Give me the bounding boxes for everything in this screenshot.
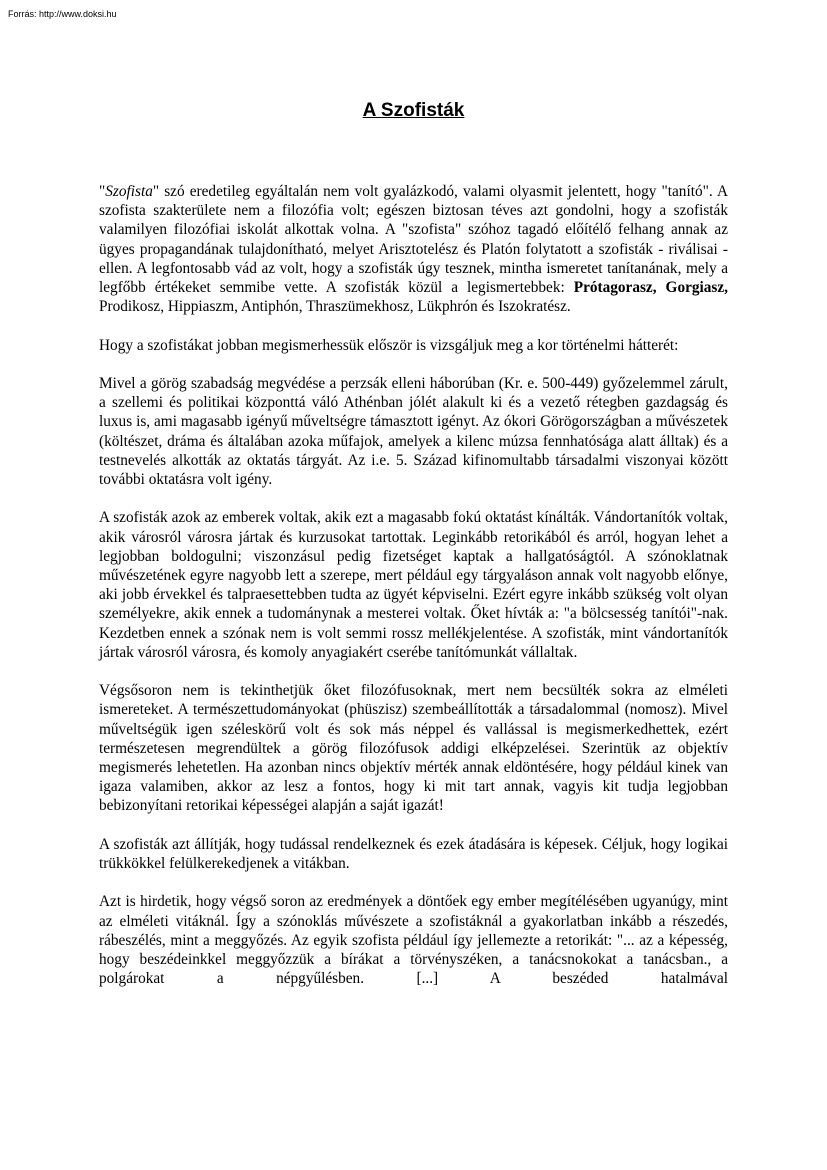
term-szofista: Szofista <box>105 183 153 200</box>
bold-names: Prótagorasz, Gorgiasz, <box>573 279 728 297</box>
page-title: A Szofisták <box>362 100 465 121</box>
intro-text: " szó eredetileg egyáltalán nem volt gyalázkodó, valami olyasmit jelentett, hogy "tanító". A szofista szakterülete nem a filozófia volt; egészen biztosan téves azt gondolni, hogy a szofisták valamilyen filozófiai iskolát alkottak volna. A "szofista" szóhoz tagadó előítélő felhang annak az ügyes propagandának tulajdonítható, melyet Arisztotelész és Platón folytatott a szofisták - riválisai - ellen. A legfontosabb vád az volt, hogy a szofisták úgy tesznek, mintha ismeretet tanítanának, mely a legfőbb értékeket semmibe vette. A szofisták közül a legismertebbek: <box>99 183 728 297</box>
paragraph-history: Mivel a görög szabadság megvédése a perzsák elleni háborúban (Kr. e. 500-449) győzelemmel zárult, a szellemi és politikai központtá váló Athénban jólét alakult ki és a vezető rétegben gazdagság és luxus is, ami magasabb igényű műveltségre támasztott igényt. Az ókori Görögországban a művészetek (költészet, dráma és általában azoka műfajok, amelyek a kilenc múzsa fennhatósága alatt álltak) és a testnevelés alkották az oktatás tárgyát. Az i.e. 5. Század kifinomultabb társadalmi viszonyai között további oktatásra volt igény. <box>99 375 728 489</box>
quote-mark: " <box>99 183 106 200</box>
paragraph-rhetoric: Azt is hirdetik, hogy végső soron az eredmények a döntőek egy ember megítélésében ugyanúgy, mint az elméleti vitáknál. Így a szónoklás művészete a szofistáknál a gyakorlatban inkább a részedés, rábeszélés, mint a meggyőzés. Az egyik szofista például így jellemezte a retorikát: "... az a képesség, hogy beszédeinkkel meggyőzzük a bírákat a törvényszéken, a tanácsnokokat a tanácsban., a polgárokat a népgyűlésben. [...] A beszéded hatalmával <box>99 893 728 988</box>
paragraph-intro <box>99 182 728 316</box>
paragraph-philosophy: Végsősoron nem is tekinthetjük őket filozófusoknak, mert nem becsülték sokra az elméleti ismereteket. A természettudományokat (phüszisz) szembeállították a társadalommal (nomosz). Mivel műveltségük igen széleskörű volt és sok más néppel és vallással is megismerkedhettek, ezért természetesen megrendültek a görög filozófusok addigi elképzelései. Szerintük az objektív megismerés lehetetlen. Ha azonban nincs objektív mérték annak eldöntésére, hogy például kinek van igaza valamiben, akkor az lesz a fontos, hogy ki mit tart annak, vagyis kit tudja legjobban bebizonyítani retorikai képességei alapján a saját igazát! <box>99 682 728 815</box>
paragraph-teachers: A szofisták azok az emberek voltak, akik ezt a magasabb fokú oktatást kínálták. Vándortanítók voltak, akik városról városra jártak és kurzusokat tartottak. Leginkább retorikából és arról, hogyan lehet a legjobban boldogulni; viszonzásul pedig fizetséget kaptak a hallgatóságtól. A szónoklatnak művészetének egyre nagyobb lett a szerepe, mert például egy tárgyaláson annak volt nagyobb előnye, aki jobb érvekkel és talpraesettebben tudta az ügyét képviselni. Ezért egyre inkább szükség volt olyan személyekre, akik ennek a tudománynak a mesterei voltak. Őket hívták a: "a bölcsesség tanítói"-nak. Kezdetben ennek a szónak nem is volt semmi rossz mellékjelentése. A szofisták, mint vándortanítók jártak városról városra, és komoly anyagiakért cserébe tanítómunkát vállaltak. <box>99 509 728 661</box>
document-body <box>99 182 728 1008</box>
intro-text-end: Prodikosz, Hippiaszm, Antiphón, Thraszümekhosz, Lükphrón és Iszokratész. <box>99 298 571 316</box>
source-url: Forrás: http://www.doksi.hu <box>8 9 117 19</box>
paragraph-claims: A szofisták azt állítják, hogy tudással rendelkeznek és ezek átadására is képesek. Céljuk, hogy logikai trükkökkel felülkerekedjenek a vitákban. <box>99 835 728 873</box>
paragraph-background: Hogy a szofistákat jobban megismerhessük először is vizsgáljuk meg a kor történelmi hátterét: <box>99 336 679 354</box>
